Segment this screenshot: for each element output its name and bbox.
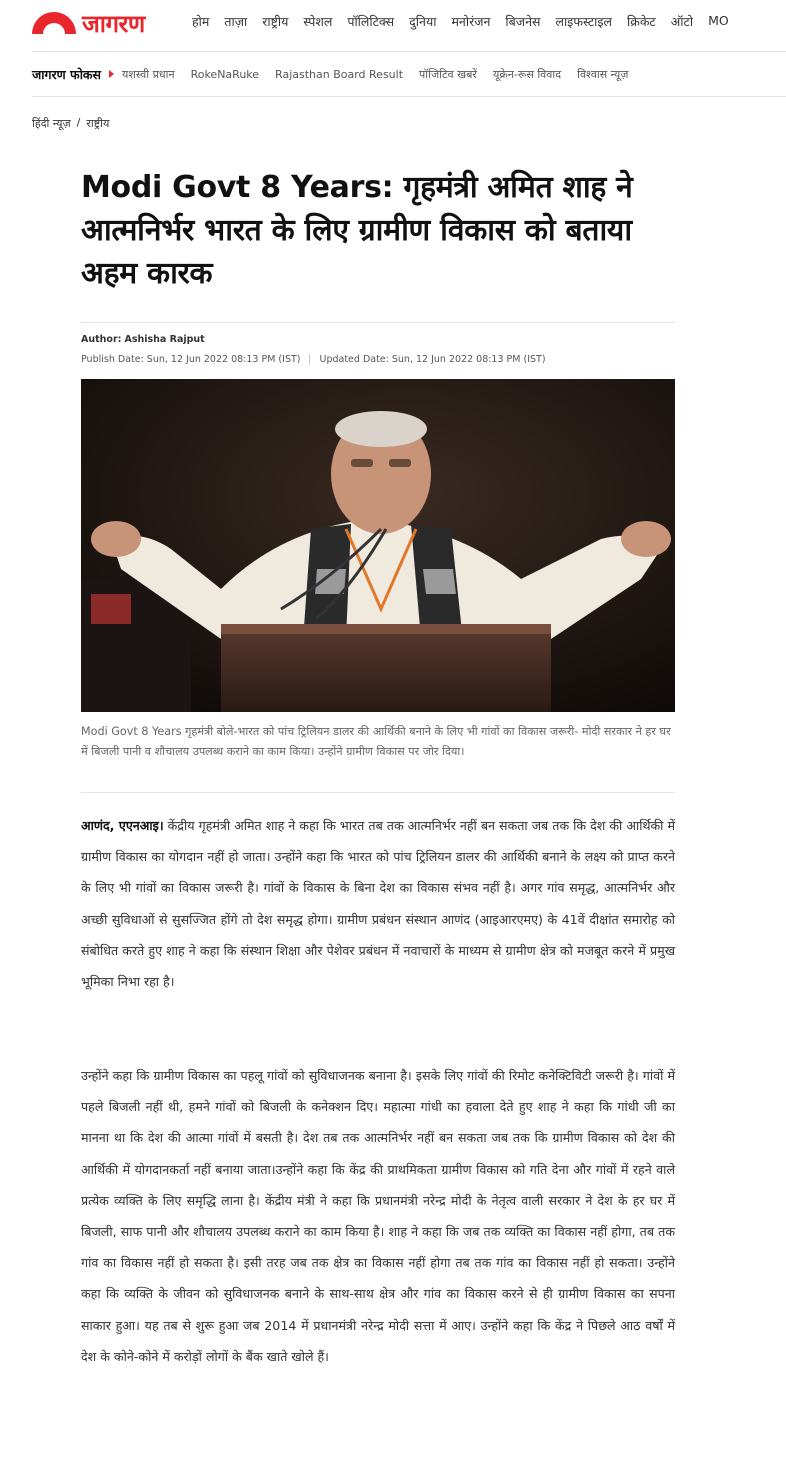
breadcrumb-separator: /: [76, 116, 81, 129]
nav-item-cricket[interactable]: क्रिकेट: [626, 14, 656, 29]
article-headline: Modi Govt 8 Years: गृहमंत्री अमित शाह ने आत्मनिर्भर भारत के लिए ग्रामीण विकास को बताया अहम कारक: [81, 170, 633, 291]
article-author: [81, 334, 205, 345]
hero-photo-illustration: [81, 379, 675, 712]
focus-title: जागरण फोकस: [32, 66, 101, 82]
focus-item[interactable]: यूक्रेन-रूस विवाद: [492, 67, 562, 81]
author-name[interactable]: Ashisha Rajput: [124, 334, 205, 345]
article-paragraph-2: उन्होंने कहा कि ग्रामीण विकास का पहलू गांवों को सुविधाजनक बनाना है। इसके लिए गांवों की रिमोट कनेक्टिविटी जरूरी है। गांवों में पहले बिजली नहीं थी, हमने गांवों को बिजली के कनेक्शन दिए। महात्मा गांधी का हवाला देते हुए शाह ने कहा कि गांधी जी का मानना था कि देश की आत्मा गांवों में बसती है। देश तब तक आत्मनिर्भर नहीं बन सकता जब तक कि ग्रामीण विकास को देश की आर्थिकी में योगदानकर्ता नहीं बनाया जाता।उन्होंने कहा कि केंद्र की प्राथमिकता ग्रामीण विकास को गति देना और गांवों में रहने वाले प्रत्येक व्यक्ति के लिए समृद्धि लाना है। केंद्रीय मंत्री ने कहा कि प्रधानमंत्री नरेन्द्र मोदी के नेतृत्व वाली सरकार ने देश के हर घर में बिजली, साफ पानी और शौचालय उपलब्ध कराने का काम किया है। शाह ने कहा कि जब तक व्यक्ति का विकास नहीं होगा, तब तक गांव का विकास नहीं हो सकता है। इसी तरह जब तक क्षेत्र का विकास नहीं होगा तब तक गांव का विकास नहीं हो सकता। उन्होंने कहा कि व्यक्ति के जीवन को सुविधाजनक बनाने के साथ-साथ क्षेत्र और गांव का विकास करने से ही ग्रामीण विकास का सपना साकार हुआ। यह तब से शुरू हुआ जब 2014 में प्रधानमंत्री नरेन्द्र मोदी सत्ता में आए। उन्होंने कहा कि केंद्र ने पिछले आठ वर्षों में देश के कोने-कोने में करोड़ों लोगों के बैंक खाते खोले हैं।: [81, 1068, 675, 1364]
nav-item-more[interactable]: MO: [708, 13, 729, 28]
nav-item-world[interactable]: दुनिया: [409, 14, 437, 29]
nav-item-national[interactable]: राष्ट्रीय: [262, 14, 289, 29]
site-logo[interactable]: [32, 9, 145, 37]
focus-item[interactable]: पॉजिटिव खबरें: [419, 67, 477, 81]
author-label: Author:: [81, 334, 122, 345]
date-separator: [309, 354, 310, 365]
nav-item-auto[interactable]: ऑटो: [670, 14, 694, 29]
nav-item-politics[interactable]: पॉलिटिक्स: [347, 14, 395, 29]
article-dateline: आणंद, एएनआइ।: [81, 818, 164, 833]
nav-item-latest[interactable]: ताज़ा: [224, 14, 248, 29]
article-dates: [81, 354, 546, 365]
paragraph-1-text: केंद्रीय गृहमंत्री अमित शाह ने कहा कि भारत तब तक आत्मनिर्भर नहीं बन सकता जब तक कि देश की आर्थिकी में ग्रामीण विकास का योगदान नहीं हो जाता। उन्होंने कहा कि भारत को पांच ट्रिलियन डालर की आर्थिकी बनाने के लक्ष्य को प्राप्त करने के लिए भी गांवों का विकास जरूरी है। गांवों के विकास के बिना देश का विकास संभव नहीं है। अगर गांव समृद्ध, आत्मनिर्भर और अच्छी सुविधाओं से सुसज्जित होंगे तो देश समृद्ध होगा। ग्रामीण प्रबंधन संस्थान आणंद (आइआरएमए) के 41वें दीक्षांत समारोह को संबोधित करते हुए शाह ने कहा कि संस्थान शिक्षा और पेशेवर प्रबंधन में नवाचारों के माध्यम से ग्रामीण क्षेत्र को मजबूत करने में प्रमुख भूमिका निभा रहा है।: [81, 818, 676, 990]
site-header: [0, 0, 786, 48]
article-paragraph-1: [81, 810, 675, 997]
header-divider: [32, 51, 786, 52]
meta-divider: [81, 322, 675, 323]
logo-wordmark: जागरण: [82, 9, 145, 38]
logo-sun-icon: [32, 12, 76, 34]
image-caption: Modi Govt 8 Years गृहमंत्री बोले-भारत को पांच ट्रिलियन डालर की आर्थिकी बनाने के लिए भी गांवों का विकास जरूरी- मोदी सरकार ने हर घर में बिजली पानी व शौचालय उपलब्ध कराने का काम किया। उन्होंने ग्रामीण विकास पर जोर दिया।: [81, 725, 671, 758]
nav-item-business[interactable]: बिजनेस: [505, 14, 541, 29]
focus-item[interactable]: विश्वास न्यूज़: [577, 67, 629, 81]
focus-item[interactable]: Rajasthan Board Result: [275, 67, 404, 81]
nav-item-home[interactable]: होम: [192, 14, 210, 29]
caption-divider: [81, 792, 675, 793]
nav-item-entertainment[interactable]: मनोरंजन: [451, 14, 491, 29]
focus-bar: [32, 60, 644, 88]
focus-divider: [32, 96, 786, 97]
breadcrumb-home[interactable]: हिंदी न्यूज़: [32, 117, 71, 130]
article-hero-image: [81, 379, 675, 712]
focus-item[interactable]: यशस्वी प्रधान: [121, 67, 175, 81]
nav-item-special[interactable]: स्पेशल: [303, 14, 333, 29]
focus-item[interactable]: RokeNaRuke: [190, 67, 260, 81]
breadcrumb-section[interactable]: राष्ट्रीय: [86, 117, 110, 130]
main-nav: [192, 13, 744, 30]
nav-item-lifestyle[interactable]: लाइफस्टाइल: [555, 14, 612, 29]
updated-date: Updated Date: Sun, 12 Jun 2022 08:13 PM (IST): [319, 354, 546, 365]
publish-date: Publish Date: Sun, 12 Jun 2022 08:13 PM (IST): [81, 354, 301, 365]
breadcrumb: [32, 116, 109, 131]
focus-arrow-icon: [109, 70, 114, 78]
